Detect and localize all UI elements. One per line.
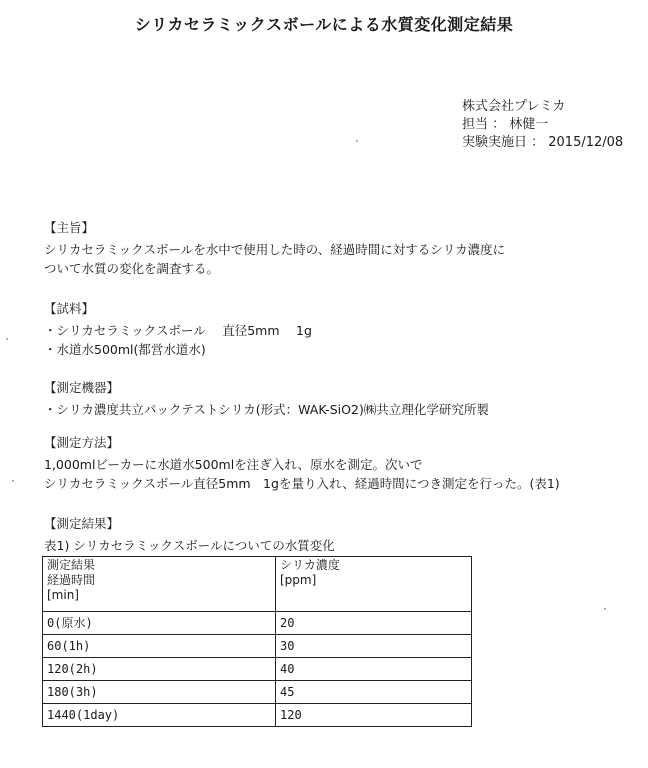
- table-row: [43, 658, 472, 681]
- header-elapsed-time: [43, 557, 276, 612]
- instrument-line: ・シリカ濃度共立パックテストシリカ(形式：WAK-SiO2)㈱共立理化学研究所製: [44, 402, 489, 417]
- elapsed-time-cell: 60(1h): [43, 635, 276, 658]
- scan-speck: [12, 480, 14, 482]
- person-in-charge: 担当 ： 林健一: [462, 117, 549, 132]
- elapsed-time-cell: 1440(1day): [43, 704, 276, 727]
- sample-line: ・シリカセラミックスボール 直径5mm 1g: [44, 323, 312, 338]
- table-caption: 表1) シリカセラミックスボールについての水質変化: [44, 538, 335, 553]
- experiment-date: 実験実施日 ： 2015/12/08: [462, 135, 624, 150]
- document-title: シリカセラミックスボールによる水質変化測定結果: [134, 15, 514, 34]
- results-section: [44, 514, 335, 555]
- concentration-cell: 30: [276, 635, 472, 658]
- concentration-cell: 20: [276, 612, 472, 635]
- concentration-cell: 120: [276, 704, 472, 727]
- header-text: 測定結果: [47, 558, 96, 572]
- table-row: [43, 612, 472, 635]
- document-meta: [462, 98, 623, 152]
- elapsed-time-cell: 180(3h): [43, 681, 276, 704]
- results-heading: 【測定結果】: [44, 516, 120, 531]
- header-silica-concentration: [276, 557, 472, 612]
- method-heading: 【測定方法】: [44, 435, 120, 450]
- method-line: 1,000mlビーカーに水道水500mlを注ぎ入れ、原水を測定。次いで: [44, 457, 423, 472]
- company-name: 株式会社プレミカ: [462, 99, 566, 114]
- header-text: シリカ濃度: [280, 558, 340, 572]
- scan-speck: [6, 338, 8, 340]
- instrument-heading: 【測定機器】: [44, 380, 120, 395]
- sample-section: [44, 299, 312, 359]
- results-table: [42, 556, 472, 727]
- table-row: [43, 681, 472, 704]
- purpose-line: ついて水質の変化を調査する。: [44, 261, 220, 276]
- table-row: [43, 635, 472, 658]
- instrument-section: [44, 378, 489, 419]
- scan-speck: [604, 608, 606, 610]
- header-text: [ppm]: [280, 573, 317, 587]
- scan-speck: [356, 140, 358, 142]
- purpose-line: シリカセラミックスボールを水中で使用した時の、経過時間に対するシリカ濃度に: [44, 242, 506, 257]
- elapsed-time-cell: 120(2h): [43, 658, 276, 681]
- concentration-cell: 40: [276, 658, 472, 681]
- sample-heading: 【試料】: [44, 301, 95, 316]
- header-text: [min]: [47, 588, 79, 602]
- concentration-cell: 45: [276, 681, 472, 704]
- sample-line: ・水道水500ml(都営水道水): [44, 342, 206, 357]
- table-row: [43, 704, 472, 727]
- method-section: [44, 433, 560, 493]
- purpose-section: [44, 218, 505, 278]
- method-line: シリカセラミックスボール直径5mm 1gを量り入れ、経過時間につき測定を行った。(表1): [44, 476, 560, 491]
- table-header-row: [43, 557, 472, 612]
- purpose-heading: 【主旨】: [44, 220, 95, 235]
- elapsed-time-cell: 0(原水): [43, 612, 276, 635]
- header-text: 経過時間: [47, 573, 96, 587]
